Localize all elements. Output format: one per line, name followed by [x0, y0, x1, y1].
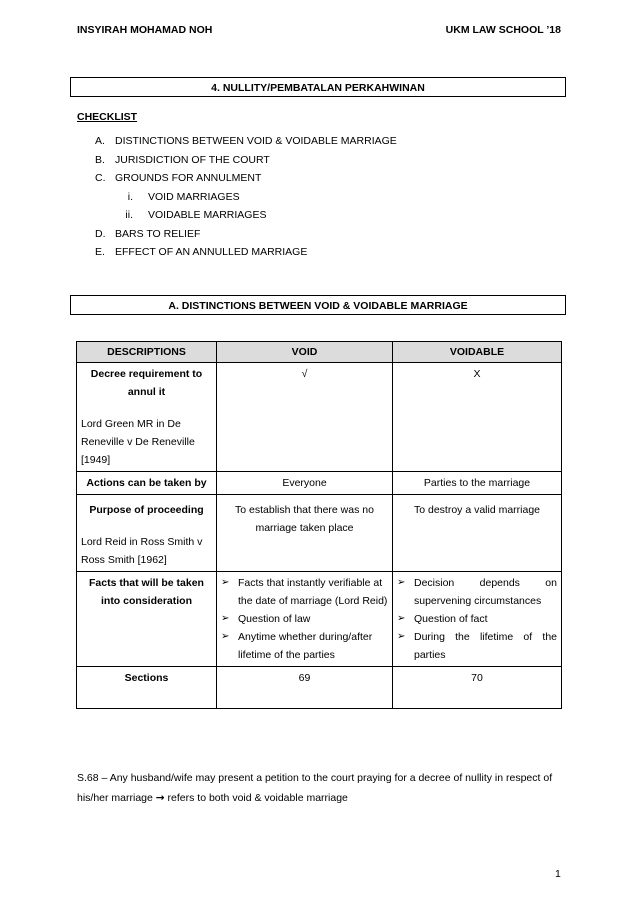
table-cell: 69 [217, 667, 393, 709]
table-cell: To destroy a valid marriage [393, 495, 562, 572]
table-cell: Sections [77, 667, 217, 709]
table-row [77, 667, 562, 709]
list-item: ➢ Facts that instantly verifiable at the date of marriage (Lord Reid) [221, 574, 388, 610]
subsection-title: A. DISTINCTIONS BETWEEN VOID & VOIDABLE MARRIAGE [70, 295, 566, 315]
table-cell [77, 495, 217, 572]
right-arrow-icon: → [155, 792, 165, 804]
table-cell: To establish that there was no marriage taken place [217, 495, 393, 572]
list-item: ➢ Question of fact [397, 610, 557, 628]
table-cell: Everyone [217, 472, 393, 495]
header-author: INSYIRAH MOHAMAD NOH [77, 24, 213, 36]
void-facts-list [221, 574, 388, 664]
checklist [95, 132, 397, 262]
list-item: ➢ During the lifetime of the parties [397, 628, 557, 664]
list-item: A. DISTINCTIONS BETWEEN VOID & VOIDABLE MARRIAGE [95, 135, 397, 147]
table-cell: √ [217, 363, 393, 472]
table-cell [217, 572, 393, 667]
section-68-note: S.68 – Any husband/wife may present a petition to the court praying for a decree of nullity in respect of his/her marriage → refers to both void & voidable marriage [77, 772, 553, 804]
table-row [77, 472, 562, 495]
column-header: VOIDABLE [393, 342, 562, 363]
table-cell: 70 [393, 667, 562, 709]
list-item: C. GROUNDS FOR ANNULMENT [95, 172, 262, 184]
table-cell: X [393, 363, 562, 472]
column-header: DESCRIPTIONS [77, 342, 217, 363]
list-item: E. EFFECT OF AN ANNULLED MARRIAGE [95, 246, 308, 258]
comparison-table [76, 341, 562, 709]
list-item: B. JURISDICTION OF THE COURT [95, 153, 270, 166]
list-item: ➢ Question of law [221, 610, 388, 628]
table-cell [77, 363, 217, 472]
table-cell: Actions can be taken by [77, 472, 217, 495]
table-header-row [77, 342, 562, 363]
list-item: i. VOID MARRIAGES [127, 190, 240, 203]
table-row [77, 572, 562, 667]
list-item: D. BARS TO RELIEF [95, 227, 201, 240]
list-item: ➢ Anytime whether during/after lifetime of the parties [221, 628, 388, 664]
row-title: Purpose of proceeding [89, 504, 204, 516]
page-number: 1 [555, 868, 561, 880]
row-title: Decree requirement to annul it [90, 368, 203, 398]
section-title: 4. NULLITY/PEMBATALAN PERKAHWINAN [70, 77, 566, 97]
table-cell: Parties to the marriage [393, 472, 562, 495]
table-cell: Facts that will be taken into consideration [77, 572, 217, 667]
column-header: VOID [217, 342, 393, 363]
table-row [77, 363, 562, 472]
voidable-facts-list [397, 574, 557, 664]
table-cell [393, 572, 562, 667]
checklist-title: CHECKLIST [77, 111, 138, 123]
case-citation: Lord Reid in Ross Smith v Ross Smith [1962] [81, 536, 203, 566]
list-item: ii. VOIDABLE MARRIAGES [125, 209, 267, 221]
list-item: ➢ Decision depends on supervening circumstances [397, 574, 557, 610]
case-citation: Lord Green MR in De Reneville v De Reneville [1949] [81, 418, 195, 466]
header-school: UKM LAW SCHOOL ’18 [445, 24, 561, 36]
table-row [77, 495, 562, 572]
